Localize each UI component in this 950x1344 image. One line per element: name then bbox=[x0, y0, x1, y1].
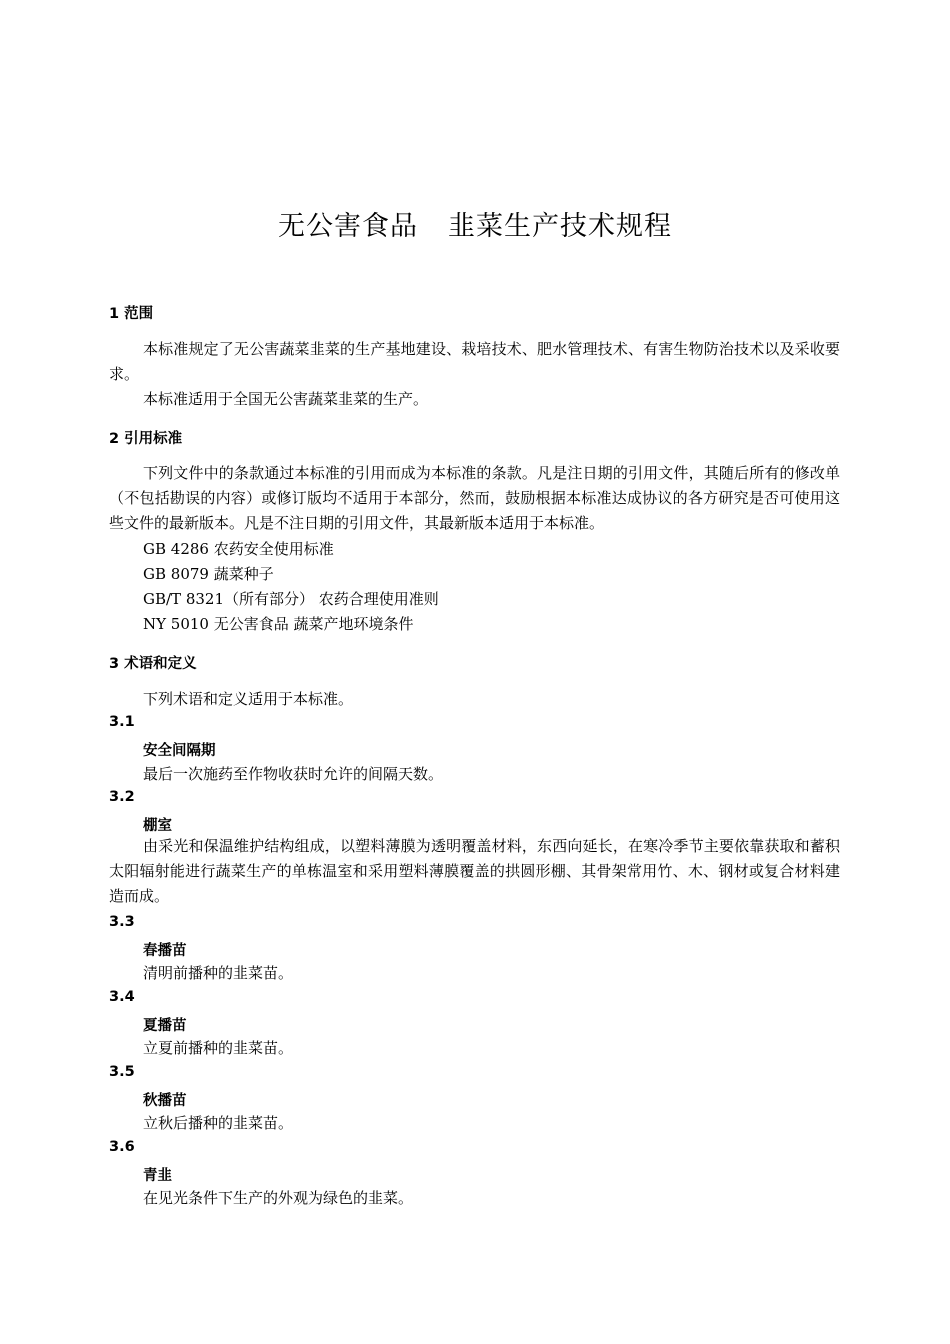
term-definition: 立秋后播种的韭菜苗。 bbox=[143, 1114, 294, 1132]
term-definition: 由采光和保温维护结构组成，以塑料薄膜为透明覆盖材料，东西向延长，在寒冷季节主要依靠获取和蓄积太阳辐射能进行蔬菜生产的单栋温室和采用塑料薄膜覆盖的拱圆形棚、其骨架常用竹、木、钢材或复合材料建造而成。 bbox=[109, 837, 840, 905]
term-number: 3.3 bbox=[109, 914, 135, 930]
term-name: 棚室 bbox=[143, 818, 172, 834]
section-1-paragraph-2: 本标准适用于全国无公害蔬菜韭菜的生产。 bbox=[143, 390, 429, 408]
reference-item: NY 5010 无公害食品 蔬菜产地环境条件 bbox=[143, 615, 414, 633]
term-number: 3.4 bbox=[109, 989, 135, 1005]
term-name: 春播苗 bbox=[143, 943, 187, 959]
section-2-heading: 2 引用标准 bbox=[109, 431, 183, 447]
term-definition: 在见光条件下生产的外观为绿色的韭菜。 bbox=[143, 1189, 414, 1207]
section-1-heading: 1 范围 bbox=[109, 306, 154, 322]
title-part1: 无公害食品 bbox=[278, 211, 418, 242]
term-definition: 立夏前播种的韭菜苗。 bbox=[143, 1039, 294, 1057]
document-title bbox=[0, 204, 950, 243]
term-name: 夏播苗 bbox=[143, 1018, 187, 1034]
reference-item: GB 4286 农药安全使用标准 bbox=[143, 540, 334, 558]
term-definition: 最后一次施药至作物收获时允许的间隔天数。 bbox=[143, 765, 444, 783]
section-2-paragraph-1: 下列文件中的条款通过本标准的引用而成为本标准的条款。凡是注日期的引用文件，其随后所有的修改单（不包括勘误的内容）或修订版均不适用于本部分，然而，鼓励根据本标准达成协议的各方研究是否可使用这些文件的最新版本。凡是不注日期的引用文件，其最新版本适用于本标准。 bbox=[109, 464, 840, 532]
term-name: 青韭 bbox=[143, 1168, 172, 1184]
section-1-paragraph-1: 本标准规定了无公害蔬菜韭菜的生产基地建设、栽培技术、肥水管理技术、有害生物防治技术以及采收要求。 bbox=[109, 340, 840, 383]
reference-item: GB 8079 蔬菜种子 bbox=[143, 565, 274, 583]
term-name: 秋播苗 bbox=[143, 1093, 187, 1109]
term-number: 3.5 bbox=[109, 1064, 135, 1080]
section-3-heading: 3 术语和定义 bbox=[109, 656, 197, 672]
term-name: 安全间隔期 bbox=[143, 743, 216, 759]
term-number: 3.1 bbox=[109, 714, 135, 730]
term-definition: 清明前播种的韭菜苗。 bbox=[143, 964, 294, 982]
term-number: 3.6 bbox=[109, 1139, 135, 1155]
term-number: 3.2 bbox=[109, 789, 135, 805]
reference-item: GB/T 8321（所有部分） 农药合理使用准则 bbox=[143, 590, 439, 608]
title-part2: 韭菜生产技术规程 bbox=[448, 211, 672, 242]
section-3-intro: 下列术语和定义适用于本标准。 bbox=[143, 690, 354, 708]
